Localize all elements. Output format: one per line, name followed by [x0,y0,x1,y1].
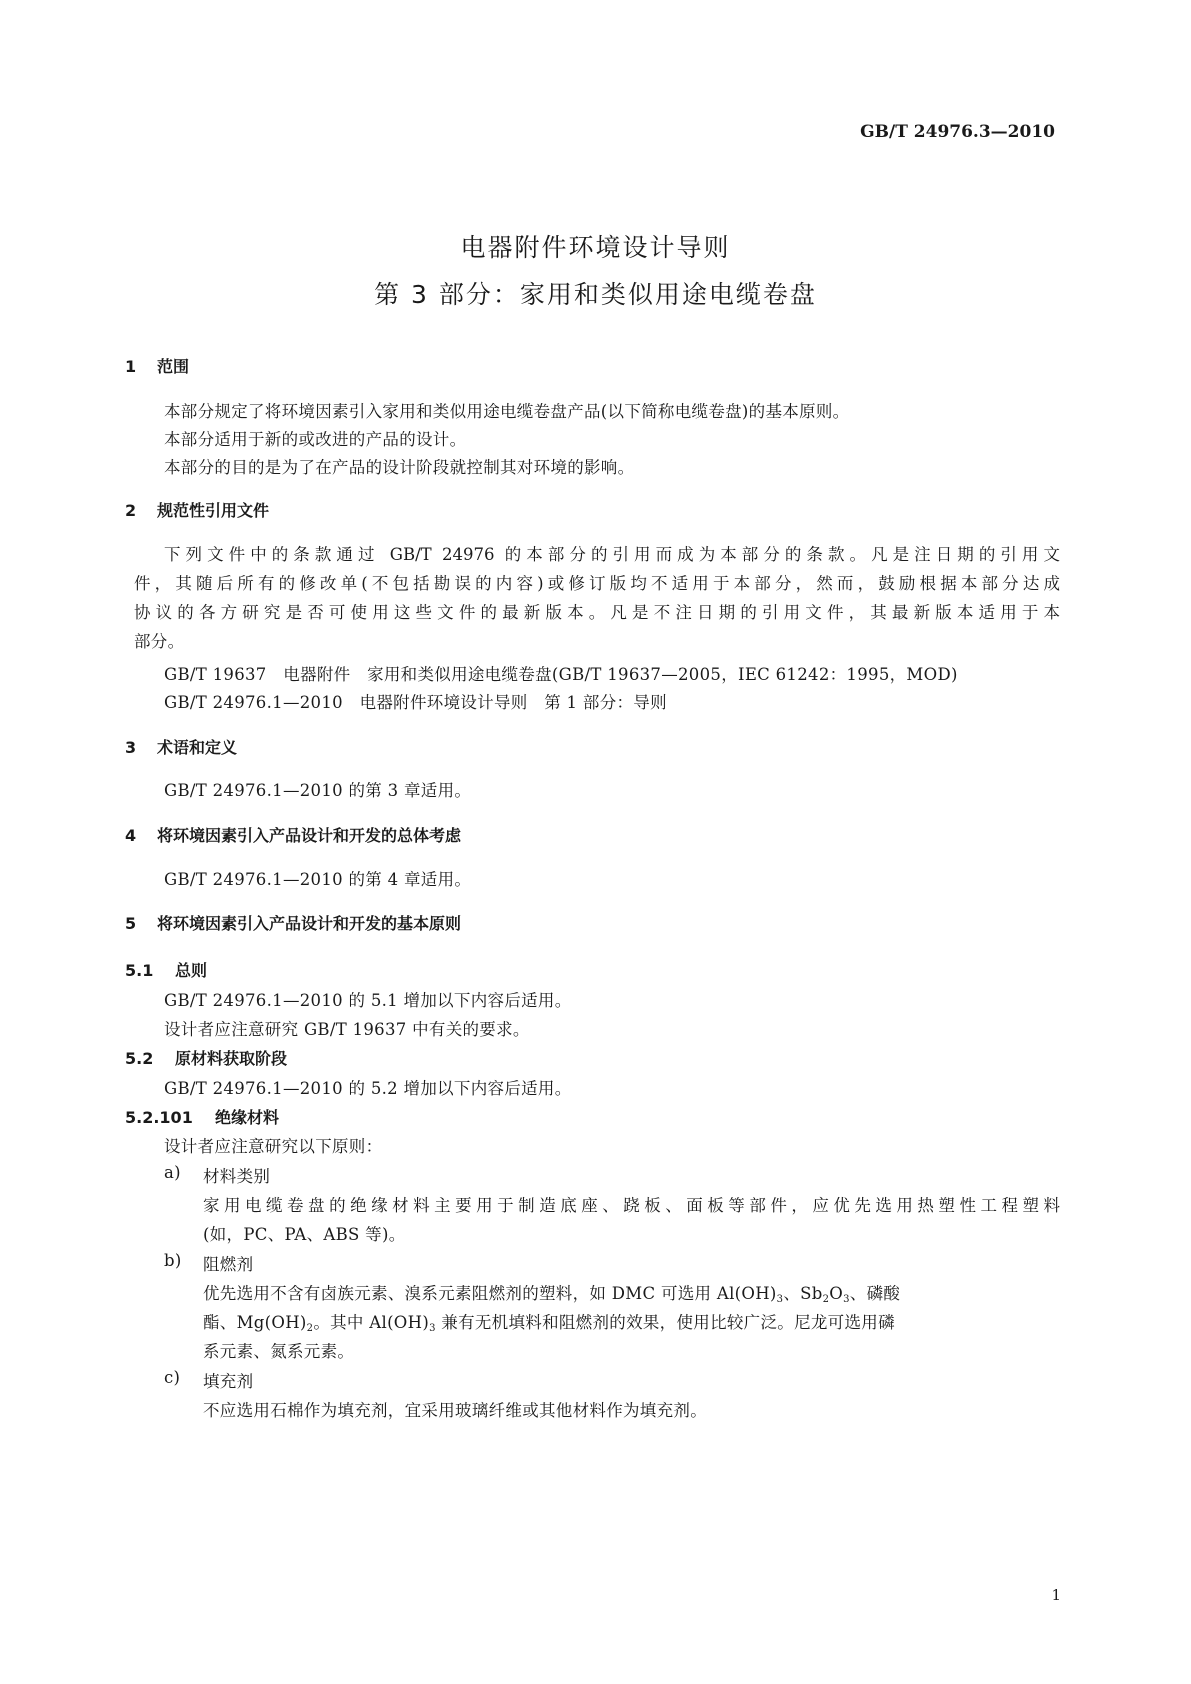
paragraph-line: 件，其随后所有的修改单(不包括勘误的内容)或修订版均不适用于本部分，然而，鼓励根据本部分达成 [134,574,1060,593]
paragraph-line [203,1309,895,1334]
paragraph: 本部分规定了将环境因素引入家用和类似用途电缆卷盘产品(以下简称电缆卷盘)的基本原则。 [164,402,850,421]
paragraph: 本部分的目的是为了在产品的设计阶段就控制其对环境的影响。 [164,458,635,477]
section-number: 5.2 [125,1049,154,1068]
paragraph-line: 部分。 [134,632,185,651]
reference-item: GB/T 24976.1—2010 电器附件环境设计导则 第 1 部分：导则 [164,693,667,712]
text-run: 酯、Mg(OH) [203,1313,307,1332]
text-run: 兼有无机填料和阻燃剂的效果，使用比较广泛。尼龙可选用磷 [435,1313,895,1332]
section-title: 将环境因素引入产品设计和开发的基本原则 [157,914,462,933]
paragraph: 设计者应注意研究 GB/T 19637 中有关的要求。 [164,1020,530,1039]
section-title: 绝缘材料 [215,1108,280,1127]
paragraph-line [203,1280,900,1305]
section-number: 3 [125,738,137,757]
text-run: O [829,1284,844,1303]
paragraph-line: 系元素、氮系元素。 [203,1342,355,1361]
subscript: 2 [306,1323,314,1334]
paragraph: 本部分适用于新的或改进的产品的设计。 [164,430,467,449]
section-number: 5 [125,914,137,933]
reference-item: GB/T 19637 电器附件 家用和类似用途电缆卷盘(GB/T 19637—2005，IEC 61242：1995，MOD) [164,665,958,684]
paragraph-line: 协议的各方研究是否可使用这些文件的最新版本。凡是不注日期的引用文件，其最新版本适用于本 [134,603,1060,622]
text-run: 、Sb [783,1284,823,1303]
standard-number: GB/T 24976.3—2010 [860,122,1055,142]
section-title: 将环境因素引入产品设计和开发的总体考虑 [157,826,462,845]
list-label-b: b) [164,1251,182,1270]
text-run: 、磷酸 [849,1284,901,1303]
section-number: 4 [125,826,137,845]
section-number: 1 [125,357,137,376]
list-item-title: 阻燃剂 [203,1255,254,1274]
paragraph-line: (如，PC、PA、ABS 等)。 [203,1225,406,1244]
section-5-heading [125,911,461,934]
subsection-5-2-heading [125,1046,287,1069]
doc-title-line1: 电器附件环境设计导则 [460,233,731,262]
list-item-title: 填充剂 [203,1372,254,1391]
paragraph: GB/T 24976.1—2010 的 5.2 增加以下内容后适用。 [164,1079,572,1098]
paragraph: GB/T 24976.1—2010 的第 4 章适用。 [164,870,472,889]
section-number: 5.2.101 [125,1108,193,1127]
list-label-a: a) [164,1163,181,1182]
text-run: 。其中 Al(OH) [313,1313,430,1332]
list-label-c: c) [164,1368,181,1387]
subsection-5-1-heading [125,958,207,981]
subscript: 3 [843,1294,850,1305]
subscript: 3 [429,1323,436,1334]
paragraph: GB/T 24976.1—2010 的第 3 章适用。 [164,781,472,800]
section-title: 术语和定义 [157,738,238,757]
paragraph-line: 下列文件中的条款通过 GB/T 24976 的本部分的引用而成为本部分的条款。凡是注日期的引用文 [164,545,1060,564]
paragraph: 设计者应注意研究以下原则： [164,1137,383,1156]
section-title: 规范性引用文件 [157,501,270,520]
subscript: 2 [822,1294,830,1305]
page-number: 1 [1051,1586,1061,1604]
section-title: 总则 [175,961,208,980]
subsection-5-2-101-heading [125,1105,279,1128]
section-title: 原材料获取阶段 [175,1049,288,1068]
section-number: 2 [125,501,137,520]
list-item-title: 材料类别 [203,1167,271,1186]
paragraph-line: 家用电缆卷盘的绝缘材料主要用于制造底座、跷板、面板等部件，应优先选用热塑性工程塑料 [203,1196,1060,1215]
subscript: 3 [776,1294,784,1305]
doc-title-line2: 第 3 部分：家用和类似用途电缆卷盘 [374,280,817,309]
paragraph-line: 不应选用石棉作为填充剂，宜采用玻璃纤维或其他材料作为填充剂。 [203,1401,707,1420]
text-run: 优先选用不含有卤族元素、溴系元素阻燃剂的塑料，如 DMC 可选用 Al(OH) [203,1284,777,1303]
section-2-heading [125,498,269,521]
section-1-heading [125,354,189,377]
section-4-heading [125,823,461,846]
section-number: 5.1 [125,961,154,980]
paragraph: GB/T 24976.1—2010 的 5.1 增加以下内容后适用。 [164,991,572,1010]
section-3-heading [125,735,237,758]
section-title: 范围 [157,357,190,376]
